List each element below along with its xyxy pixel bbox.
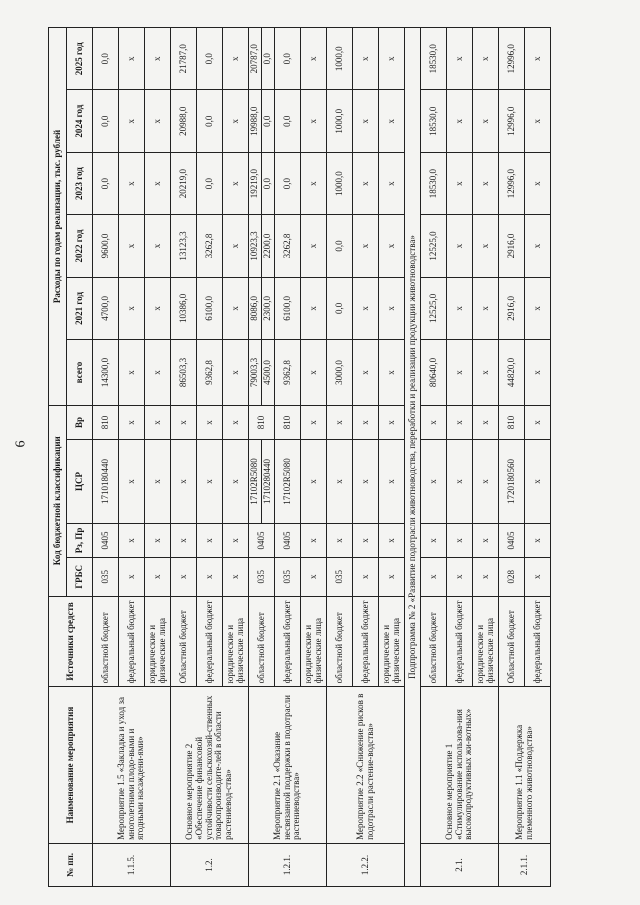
year-value: 18530,0 [421,152,447,214]
code-rzpr: х [171,523,197,557]
activity-name: Мероприятие 1.5 «Закладка и уход за многолетними плодо-выми и ягодными насаждени-ями» [93,687,171,844]
header-year: 2022 год [67,215,93,277]
year-value: 19988,0 [249,90,262,152]
code-rzpr: х [119,523,145,557]
funding-source: Областной бюджет [499,596,525,687]
table-row [327,28,353,887]
table-body-2 [421,28,551,887]
total-value: 86503,3 [171,340,197,406]
code-vr: х [223,405,249,439]
year-value: 10386,0 [171,277,197,339]
year-value: 9600,0 [93,215,119,277]
year-value: 0,0 [93,28,119,90]
year-value: х [353,215,379,277]
activity-name: Мероприятие 2.1 «Оказание несвязанной поддержки в подотрасли растениеводства» [249,687,327,844]
row-number: 2.1. [421,843,499,886]
code-rzpr: х [145,523,171,557]
code-csr: 1710280440 [262,439,275,523]
code-rzpr: 0405 [499,523,525,557]
subprogram-section [405,28,421,887]
subprogram-title: Подпрограмма № 2 «Развитие подотрасли животноводства, переработки и реализации продукции животноводства» [405,28,421,887]
year-value: 0,0 [275,28,301,90]
row-number: 1.1.5. [93,843,171,886]
code-grbs: х [197,557,223,596]
year-value: х [525,90,551,152]
year-value: 0,0 [197,90,223,152]
code-vr: х [421,405,447,439]
code-rzpr: х [223,523,249,557]
code-csr: х [421,439,447,523]
code-csr: х [447,439,473,523]
code-vr: х [301,405,327,439]
header-year: 2025 год [67,28,93,90]
funding-source: федеральный бюджет [353,596,379,687]
year-value: 20988,0 [171,90,197,152]
code-rzpr: х [421,523,447,557]
funding-source: юридические и физические лица [223,596,249,687]
total-value: х [119,340,145,406]
year-value: 2916,0 [499,215,525,277]
header-year: 2023 год [67,152,93,214]
code-csr: 1720180560 [499,439,525,523]
year-value: 1000,0 [327,90,353,152]
year-value: х [525,277,551,339]
year-value: х [119,215,145,277]
total-value: х [473,340,499,406]
header-num: № пп. [49,843,93,886]
table-row [249,28,262,887]
year-value: 0,0 [327,277,353,339]
header-rzpr: Рз, Пр [67,523,93,557]
year-value: х [473,90,499,152]
year-value: х [223,277,249,339]
year-value: х [353,152,379,214]
code-grbs: х [447,557,473,596]
code-csr: х [197,439,223,523]
code-csr: 17102R5080 [275,439,301,523]
funding-source: областной бюджет [327,596,353,687]
total-value: 9362,8 [275,340,301,406]
code-vr: х [327,405,353,439]
year-value: х [353,277,379,339]
year-value: 10923,3 [249,215,262,277]
total-value: 80640,0 [421,340,447,406]
header-source: Источники средств [49,596,93,687]
total-value: х [301,340,327,406]
code-rzpr: х [353,523,379,557]
code-vr: х [525,405,551,439]
funding-source: федеральный бюджет [275,596,301,687]
year-value: х [223,152,249,214]
code-vr: 810 [93,405,119,439]
header-grbs: ГРБС [67,557,93,596]
funding-source: федеральный бюджет [197,596,223,687]
code-grbs: х [223,557,249,596]
total-value: х [223,340,249,406]
funding-source: юридические и физические лица [301,596,327,687]
year-value: х [301,28,327,90]
code-vr: 810 [275,405,301,439]
total-value: 79003,3 [249,340,262,406]
year-value: 0,0 [262,28,275,90]
funding-source: федеральный бюджет [525,596,551,687]
code-vr: 810 [499,405,525,439]
table-row [93,28,119,887]
funding-source: областной бюджет [249,596,275,687]
year-value: х [473,28,499,90]
code-csr: 17102R5080 [249,439,262,523]
code-grbs: 035 [275,557,301,596]
year-value: х [223,90,249,152]
code-grbs: 035 [327,557,353,596]
year-value: х [379,90,405,152]
code-vr: х [353,405,379,439]
total-value: х [525,340,551,406]
code-rzpr: х [197,523,223,557]
code-rzpr: 0405 [249,523,275,557]
year-value: х [473,215,499,277]
year-value: 20787,0 [249,28,262,90]
year-value: х [525,28,551,90]
header-name: Наименование мероприятия [49,687,93,844]
funding-source: федеральный бюджет [119,596,145,687]
year-value: 6100,0 [197,277,223,339]
row-number: 2.1.1. [499,843,551,886]
code-csr: х [353,439,379,523]
year-value: 18530,0 [421,90,447,152]
code-grbs: 035 [93,557,119,596]
row-number: 1.2. [171,843,249,886]
code-vr: х [473,405,499,439]
code-rzpr: х [447,523,473,557]
code-grbs: х [119,557,145,596]
year-value: 21787,0 [171,28,197,90]
total-value: х [379,340,405,406]
funding-source: юридические и физические лица [145,596,171,687]
funding-source: юридические и физические лица [379,596,405,687]
row-number: 1.2.1. [249,843,327,886]
year-value: х [379,28,405,90]
year-value: х [525,152,551,214]
year-value: х [119,152,145,214]
year-value: 4700,0 [93,277,119,339]
year-value: 8086,0 [249,277,262,339]
year-value: 12525,0 [421,215,447,277]
code-rzpr: х [379,523,405,557]
total-value: х [447,340,473,406]
code-vr: х [379,405,405,439]
code-vr: х [171,405,197,439]
row-number: 1.2.2. [327,843,405,886]
page-number: 6 [13,440,29,448]
funding-source: юридические и физические лица [473,596,499,687]
total-value: 14300,0 [93,340,119,406]
year-value: х [145,152,171,214]
code-grbs: 028 [499,557,525,596]
year-value: х [145,90,171,152]
year-value: х [301,90,327,152]
header-expense-group: Расходы по годам реализации, тыс. рублей [49,28,67,406]
year-value: 13123,3 [171,215,197,277]
year-value: 0,0 [262,90,275,152]
activity-name: Мероприятие 2.2 «Снижение рисков в подотрасли растение-водства» [327,687,405,844]
code-grbs: х [353,557,379,596]
header-year: 2021 год [67,277,93,339]
year-value: 12996,0 [499,152,525,214]
code-csr: х [119,439,145,523]
year-value: 18530,0 [421,28,447,90]
year-value: х [223,28,249,90]
year-value: 0,0 [275,90,301,152]
year-value: 1000,0 [327,152,353,214]
funding-source: федеральный бюджет [447,596,473,687]
year-value: 2200,0 [262,215,275,277]
code-vr: х [145,405,171,439]
year-value: х [145,28,171,90]
year-value: 2916,0 [499,277,525,339]
code-grbs: х [525,557,551,596]
year-value: х [353,28,379,90]
code-csr: х [379,439,405,523]
header-vr: Вр [67,405,93,439]
table-body [93,28,405,887]
table-row [499,28,525,887]
year-value: 12996,0 [499,90,525,152]
code-rzpr: х [525,523,551,557]
total-value: х [145,340,171,406]
total-value: 3000,0 [327,340,353,406]
total-value: 4500,0 [262,340,275,406]
code-csr: х [473,439,499,523]
code-grbs: х [421,557,447,596]
year-value: х [223,215,249,277]
code-grbs: х [145,557,171,596]
year-value: х [447,152,473,214]
budget-table [48,27,551,887]
year-value: 3262,8 [275,215,301,277]
code-grbs: х [171,557,197,596]
year-value: 1000,0 [327,28,353,90]
year-value: 0,0 [262,152,275,214]
code-grbs: х [301,557,327,596]
table-row [171,28,197,887]
funding-source: областной бюджет [421,596,447,687]
code-csr: 1710180440 [93,439,119,523]
header-year: 2024 год [67,90,93,152]
code-grbs: х [379,557,405,596]
year-value: х [301,152,327,214]
code-rzpr: 0405 [93,523,119,557]
year-value: х [525,215,551,277]
year-value: х [473,152,499,214]
total-value: х [353,340,379,406]
header-total: всего [67,340,93,406]
code-csr: х [525,439,551,523]
year-value: х [119,28,145,90]
year-value: 2300,0 [262,277,275,339]
code-vr: 810 [249,405,275,439]
code-rzpr: х [301,523,327,557]
year-value: х [145,215,171,277]
year-value: х [379,152,405,214]
year-value: х [447,277,473,339]
year-value: х [353,90,379,152]
activity-name: Мероприятие 1.1 «Поддержка племенного животноводства» [499,687,551,844]
code-grbs: х [473,557,499,596]
year-value: 12996,0 [499,28,525,90]
year-value: х [301,277,327,339]
total-value: 9362,8 [197,340,223,406]
code-rzpr: 0405 [275,523,301,557]
year-value: 0,0 [197,28,223,90]
year-value: 19219,0 [249,152,262,214]
year-value: х [379,277,405,339]
year-value: 3262,8 [197,215,223,277]
year-value: х [119,90,145,152]
year-value: 0,0 [327,215,353,277]
code-rzpr: х [473,523,499,557]
code-csr: х [301,439,327,523]
year-value: х [379,215,405,277]
year-value: 6100,0 [275,277,301,339]
funding-source: областной бюджет [93,596,119,687]
year-value: х [301,215,327,277]
header-code-group: Код бюджетной классификации [49,405,67,596]
code-grbs: 035 [249,557,275,596]
header-csr: ЦСР [67,439,93,523]
rotated-document [40,0,640,905]
year-value: 0,0 [93,90,119,152]
year-value: х [447,28,473,90]
year-value: 12525,0 [421,277,447,339]
year-value: 0,0 [93,152,119,214]
total-value: 44820,0 [499,340,525,406]
code-vr: х [119,405,145,439]
code-vr: х [197,405,223,439]
year-value: х [145,277,171,339]
year-value: х [473,277,499,339]
code-rzpr: х [327,523,353,557]
year-value: 0,0 [275,152,301,214]
activity-name: Основное мероприятие 1 «Стимулирование использова-ния высокопродуктивных жи-вотных» [421,687,499,844]
code-csr: х [171,439,197,523]
year-value: 0,0 [197,152,223,214]
code-csr: х [327,439,353,523]
code-csr: х [145,439,171,523]
table-row [421,28,447,887]
year-value: х [447,90,473,152]
year-value: х [119,277,145,339]
year-value: х [447,215,473,277]
year-value: 20219,0 [171,152,197,214]
funding-source: Областной бюджет [171,596,197,687]
code-vr: х [447,405,473,439]
code-csr: х [223,439,249,523]
activity-name: Основное мероприятие 2 «Обеспечение финансовой устойчивости сельскохозяй-ственных товаропроизводите-лей в области растениевод-ства» [171,687,249,844]
